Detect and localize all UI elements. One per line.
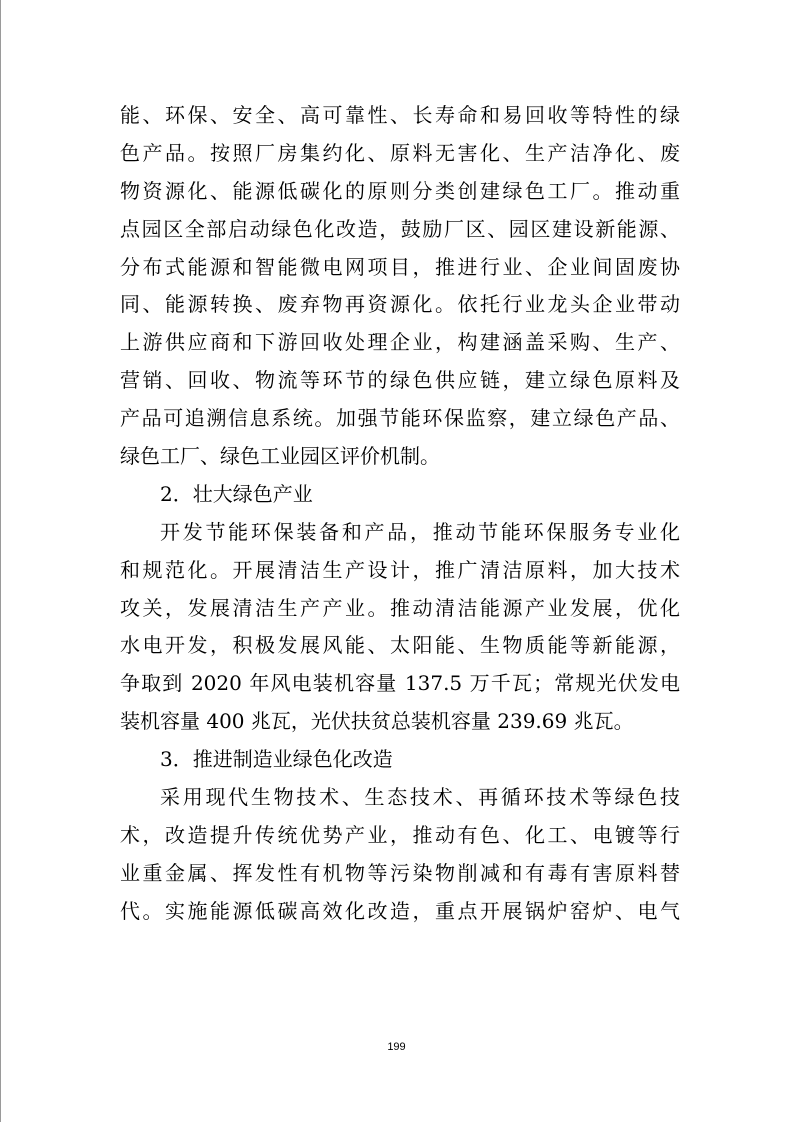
- paragraph-line: 攻关，发展清洁生产产业。推动清洁能源产业发展，优化: [120, 595, 680, 620]
- paragraph-line: 同、能源转换、废弃物再资源化。依托行业龙头企业带动: [120, 292, 680, 317]
- paragraph-line: 上游供应商和下游回收处理企业，构建涵盖采购、生产、: [120, 330, 680, 355]
- body-text: [120, 97, 680, 931]
- paragraph-line: 色产品。按照厂房集约化、原料无害化、生产洁净化、废: [120, 140, 680, 165]
- paragraph-line: 产品可追溯信息系统。加强节能环保监察，建立绿色产品、: [120, 406, 680, 431]
- page-number: 199: [387, 1041, 406, 1053]
- paragraph-line: 分布式能源和智能微电网项目，推进行业、企业间固废协: [120, 254, 680, 279]
- paragraph-line: 争取到 2020 年风电装机容量 137.5 万千瓦；常规光伏发电: [120, 671, 680, 696]
- paragraph-line: 开发节能环保装备和产品，推动节能环保服务专业化: [160, 519, 680, 544]
- paragraph-line: 术，改造提升传统优势产业，推动有色、化工、电镀等行: [120, 822, 680, 847]
- section-heading: 3．推进制造业绿色化改造: [160, 747, 393, 772]
- paragraph-line: 物资源化、能源低碳化的原则分类创建绿色工厂。推动重: [120, 178, 680, 203]
- paragraph-line: 营销、回收、物流等环节的绿色供应链，建立绿色原料及: [120, 368, 680, 393]
- paragraph-line: 水电开发，积极发展风能、太阳能、生物质能等新能源，: [120, 633, 680, 658]
- paragraph-line: 装机容量 400 兆瓦，光伏扶贫总装机容量 239.69 兆瓦。: [120, 709, 634, 734]
- section-heading: 2．壮大绿色产业: [160, 481, 313, 506]
- paragraph-line: 绿色工厂、绿色工业园区评价机制。: [120, 444, 440, 469]
- paragraph-line: 代。实施能源低碳高效化改造，重点开展锅炉窑炉、电气: [120, 898, 680, 923]
- paragraph-line: 能、环保、安全、高可靠性、长寿命和易回收等特性的绿: [120, 103, 680, 127]
- paragraph-line: 点园区全部启动绿色化改造，鼓励厂区、园区建设新能源、: [120, 216, 680, 241]
- paragraph-line: 和规范化。开展清洁生产设计，推广清洁原料，加大技术: [120, 557, 680, 582]
- page-edge-line: [0, 0, 1, 1122]
- paragraph-line: 采用现代生物技术、生态技术、再循环技术等绿色技: [160, 785, 680, 810]
- paragraph-line: 业重金属、挥发性有机物等污染物削减和有毒有害原料替: [120, 860, 680, 885]
